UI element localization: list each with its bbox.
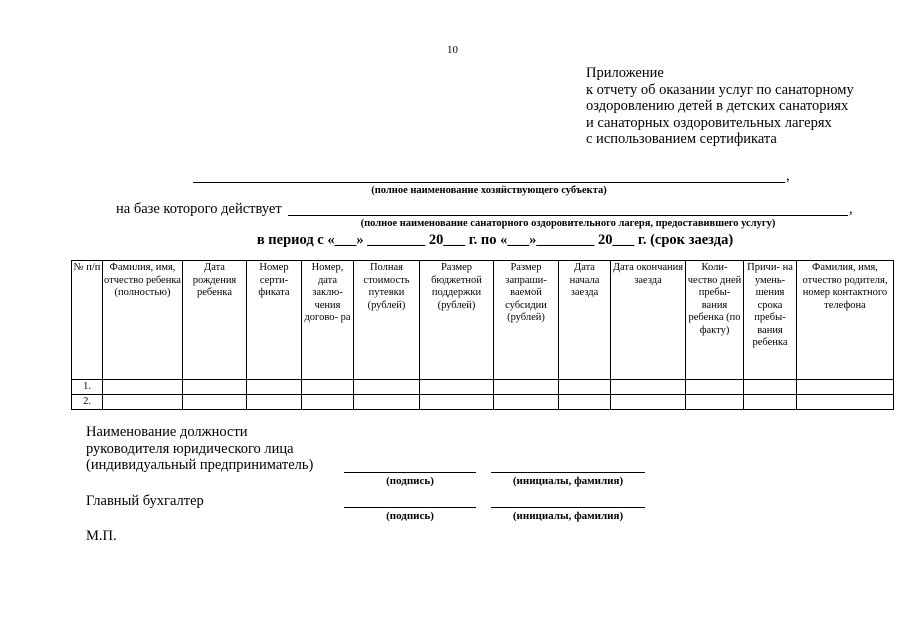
appendix-line: и санаторных оздоровительных лагерях xyxy=(586,114,832,131)
table-header-row xyxy=(72,261,894,380)
table-row xyxy=(72,395,894,410)
director-position-label: Наименование должности руководителя юридического лица (индивидуальный предприниматель) xyxy=(86,424,314,473)
appendix-line: к отчету об оказании услуг по санаторному xyxy=(586,81,854,98)
period-line: в период с «___» ________ 20___ г. по «___»________ 20___ г. (срок заезда) xyxy=(256,232,734,248)
col-header: Размер бюджетной поддержки (рублей) xyxy=(420,261,494,380)
col-header: Дата рождения ребенка xyxy=(183,261,247,380)
col-header: Коли- чество дней пребы- вания ребенка (по факту) xyxy=(686,261,744,380)
col-header: Фамилия, имя, отчество ребенка (полностью) xyxy=(103,261,183,380)
accountant-sign-caption: (подпись) xyxy=(386,510,434,522)
director-name-caption: (инициалы, фамилия) xyxy=(512,475,624,487)
row-number: 2. xyxy=(72,395,103,410)
row-number: 1. xyxy=(72,380,103,395)
col-header: Дата начала заезда xyxy=(559,261,611,380)
director-signature-line xyxy=(344,472,476,473)
camp-name-line xyxy=(288,215,848,216)
table-row xyxy=(72,380,894,395)
report-table xyxy=(71,260,894,410)
appendix-line: оздоровлению детей в детских санаториях xyxy=(586,98,849,114)
appendix-title: Приложение xyxy=(586,65,664,81)
entity-comma: , xyxy=(786,168,790,184)
accountant-name-line xyxy=(491,507,645,508)
col-header: Полная стоимость путевки (рублей) xyxy=(354,261,420,380)
col-header: Номер, дата заклю- чения догово- ра xyxy=(302,261,354,380)
col-header: Причи- на умень- шения срока пребы- вания ребенка xyxy=(744,261,797,380)
director-sign-caption: (подпись) xyxy=(386,475,434,487)
appendix-header xyxy=(586,65,854,148)
entity-name-line xyxy=(193,182,785,183)
camp-prefix: на базе которого действует xyxy=(116,201,282,217)
chief-accountant-label: Главный бухгалтер xyxy=(86,493,204,509)
entity-caption: (полное наименование хозяйствующего субъекта) xyxy=(371,185,607,196)
col-header: Номер серти- фиката xyxy=(247,261,302,380)
camp-caption: (полное наименование санаторного оздоровительного лагеря, предоставившего услугу) xyxy=(360,218,776,229)
camp-comma: , xyxy=(849,201,853,217)
appendix-line: с использованием сертификата xyxy=(586,131,777,147)
col-header: Дата окончания заезда xyxy=(611,261,686,380)
col-header: Размер запраши- ваемой субсидии (рублей) xyxy=(494,261,559,380)
director-name-line xyxy=(491,472,645,473)
accountant-name-caption: (инициалы, фамилия) xyxy=(512,510,624,522)
accountant-signature-line xyxy=(344,507,476,508)
col-header: № п/п xyxy=(72,261,103,380)
stamp-placeholder: М.П. xyxy=(86,528,117,544)
page-number: 10 xyxy=(447,44,458,56)
col-header: Фамилия, имя, отчество родителя, номер контактного телефона xyxy=(797,261,894,380)
